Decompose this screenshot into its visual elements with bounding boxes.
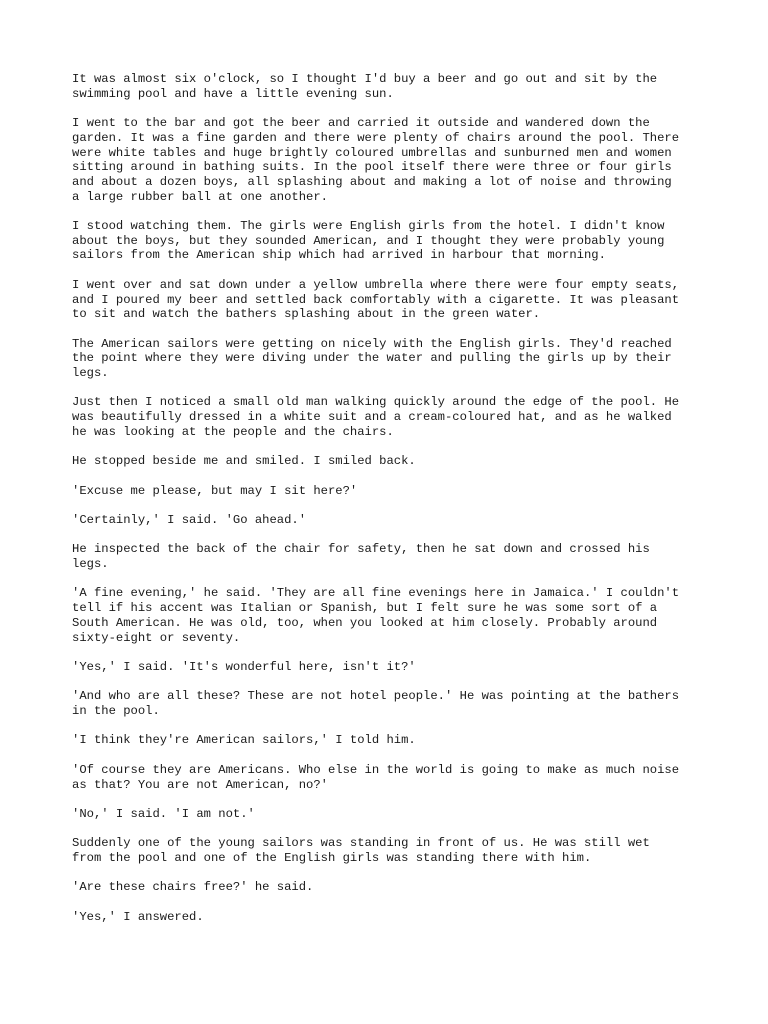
document-page (72, 72, 712, 939)
paragraph: 'I think they're American sailors,' I told him. (72, 733, 416, 748)
paragraph: 'Yes,' I said. 'It's wonderful here, isn't it?' (72, 659, 416, 674)
paragraph: 'Excuse me please, but may I sit here?' (72, 483, 358, 498)
paragraph: He stopped beside me and smiled. I smiled back. (72, 454, 416, 469)
paragraph: The American sailors were getting on nicely with the English girls. They'd reached the point where they were diving under the water and pulling the girls up by their legs. (72, 336, 672, 380)
paragraph: 'Of course they are Americans. Who else in the world is going to make as much noise as that? You are not American, no?' (72, 762, 680, 792)
paragraph: 'No,' I said. 'I am not.' (72, 806, 255, 821)
paragraph: Suddenly one of the young sailors was standing in front of us. He was still wet from the pool and one of the English girls was standing there with him. (72, 836, 650, 866)
paragraph: I stood watching them. The girls were English girls from the hotel. I didn't know about the boys, but they sounded American, and I thought they were probably young sailors from the American ship which had arrived in harbour that morning. (72, 219, 665, 263)
paragraph: 'Are these chairs free?' he said. (72, 880, 314, 895)
paragraph: Just then I noticed a small old man walking quickly around the edge of the pool. He was beautifully dressed in a white suit and a cream-coloured hat, and as he walked he was looking at the people and the chairs. (72, 395, 680, 439)
paragraph: He inspected the back of the chair for safety, then he sat down and crossed his legs. (72, 542, 650, 572)
paragraph: 'A fine evening,' he said. 'They are all fine evenings here in Jamaica.' I couldn't tell if his accent was Italian or Spanish, but I felt sure he was some sort of a South American. He was old, too, when you looked at him closely. Probably around sixty-eight or seventy. (72, 586, 680, 645)
paragraph: I went over and sat down under a yellow umbrella where there were four empty seats, and I poured my beer and settled back comfortably with a cigarette. It was pleasant to sit and watch the bathers splashing about in the green water. (72, 277, 680, 322)
paragraph: 'Certainly,' I said. 'Go ahead.' (72, 512, 307, 527)
paragraph: It was almost six o'clock, so I thought I'd buy a beer and go out and sit by the swimming pool and have a little evening sun. (72, 72, 658, 101)
paragraph: I went to the bar and got the beer and carried it outside and wandered down the garden. It was a fine garden and there were plenty of chairs around the pool. There were white tables and huge brightly coloured umbrellas and sunburned men and women sitting around in bathing suits. In the pool itself there were three or four girls and about a dozen boys, all splashing about and making a lot of noise and throwing a large rubber ball at one another. (72, 116, 680, 204)
paragraph: 'And who are all these? These are not hotel people.' He was pointing at the bathers in the pool. (72, 689, 680, 719)
paragraph: 'Yes,' I answered. (72, 909, 204, 924)
